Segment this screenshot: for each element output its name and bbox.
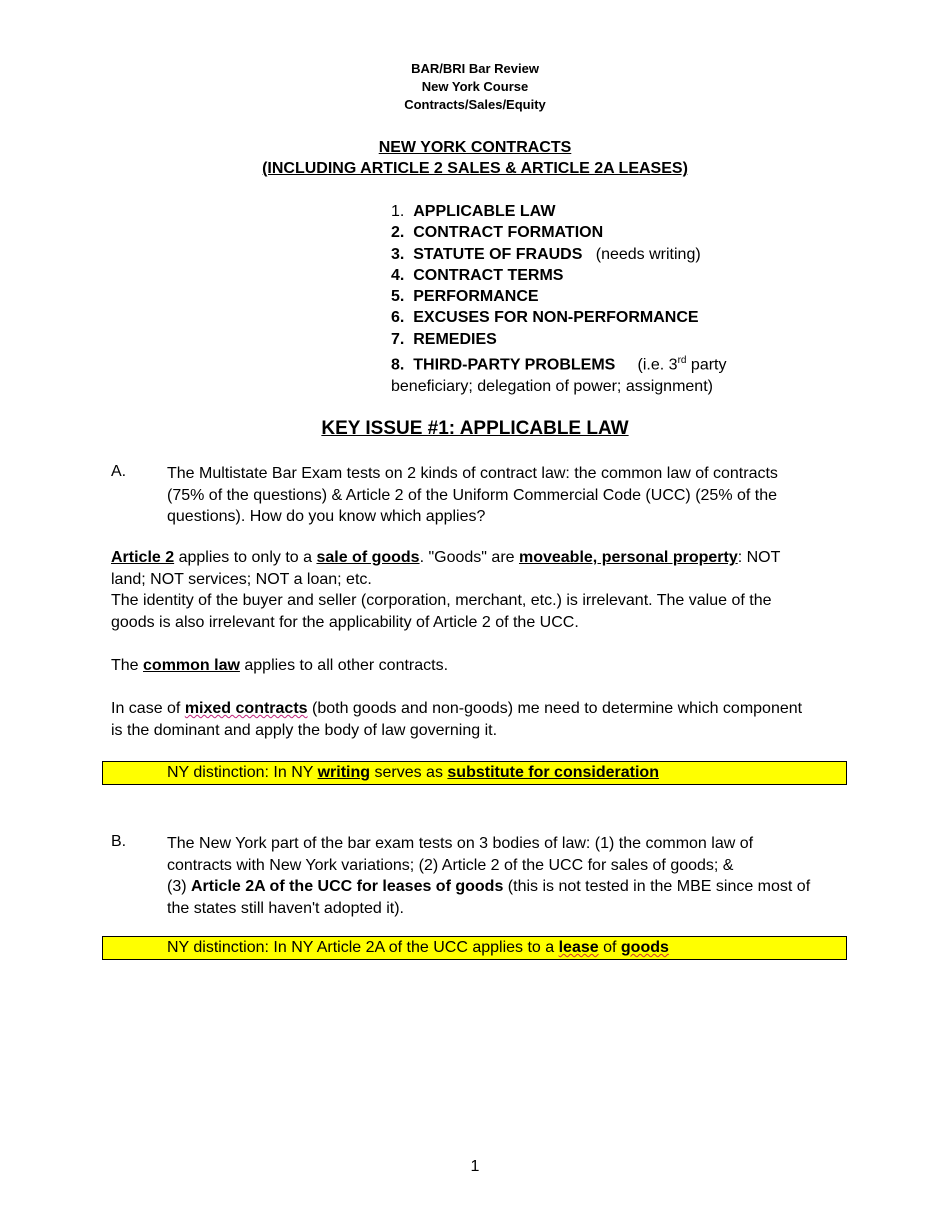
ny-distinction-box-2: NY distinction: In NY Article 2A of the UCC applies to a lease of goods	[102, 936, 847, 960]
outline-item: 5. PERFORMANCE	[391, 288, 539, 306]
title-line-1: NEW YORK CONTRACTS	[378, 139, 572, 156]
outline-item: 8. THIRD-PARTY PROBLEMS (i.e. 3rd party	[391, 355, 727, 374]
article-2-paragraph: Article 2 applies to only to a sale of goods. "Goods" are moveable, personal property: NOT land; NOT services; NOT a loan; etc. The identity of the buyer and seller (corporation, merchant, etc.) is irrelevant. The value of the goods is also irrelevant for the applicability of Article 2 of the UCC.	[111, 549, 781, 631]
page-number: 1	[470, 1158, 480, 1175]
moveable-property-term: moveable, personal property	[518, 549, 738, 566]
mixed-contracts-term: mixed contracts	[184, 700, 308, 717]
outline-item: 7. REMEDIES	[391, 330, 497, 348]
outline-item-continuation: beneficiary; delegation of power; assignment)	[391, 377, 713, 395]
goods-term: goods	[620, 939, 669, 956]
common-law-paragraph: The common law applies to all other contracts.	[111, 657, 449, 674]
common-law-term: common law	[143, 657, 240, 674]
article-2a-term: Article 2A of the UCC for leases of goods	[191, 878, 504, 895]
section-b-letter: B.	[111, 833, 127, 850]
outline-item: 2. CONTRACT FORMATION	[391, 224, 604, 242]
section-a-letter: A.	[111, 463, 127, 480]
ny-distinction-box-1: NY distinction: In NY writing serves as substitute for consideration	[102, 761, 847, 785]
mixed-contracts-paragraph: In case of mixed contracts (both goods and non-goods) me need to determine which component is the dominant and apply the body of law governing it.	[111, 700, 803, 739]
sale-of-goods-term: sale of goods	[316, 549, 420, 566]
header-line-2: New York Course	[421, 79, 529, 94]
outline-item: 6. EXCUSES FOR NON-PERFORMANCE	[391, 309, 699, 327]
outline-item: 3. STATUTE OF FRAUDS (needs writing)	[391, 245, 701, 263]
header-line-3: Contracts/Sales/Equity	[404, 97, 546, 112]
header-line-1: BAR/BRI Bar Review	[411, 61, 539, 76]
course-header	[0, 60, 950, 114]
title-line-2: (INCLUDING ARTICLE 2 SALES & ARTICLE 2A LEASES)	[262, 160, 688, 177]
substitute-consideration-term: substitute for consideration	[447, 764, 659, 781]
document-title	[0, 137, 950, 179]
writing-term: writing	[317, 764, 371, 781]
outline-item: 1. APPLICABLE LAW	[391, 203, 556, 220]
section-b-text: The New York part of the bar exam tests on 3 bodies of law: (1) the common law of contracts with New York variations; (2) Article 2 of the UCC for sales of goods; & (3) Article 2A of the UCC for leases of goods (this is not tested in the MBE since most of the states still haven't adopted it).	[167, 835, 811, 917]
lease-term: lease	[558, 939, 599, 956]
outline-item: 4. CONTRACT TERMS	[391, 266, 564, 284]
topic-outline	[391, 201, 726, 397]
section-a-text: The Multistate Bar Exam tests on 2 kinds of contract law: the common law of contracts (75% of the questions) & Article 2 of the Uniform Commercial Code (UCC) (25% of the questions). How do you know which applies?	[167, 465, 778, 525]
article-2-term: Article 2	[111, 549, 175, 566]
key-issue-heading: KEY ISSUE #1: APPLICABLE LAW	[321, 418, 629, 439]
